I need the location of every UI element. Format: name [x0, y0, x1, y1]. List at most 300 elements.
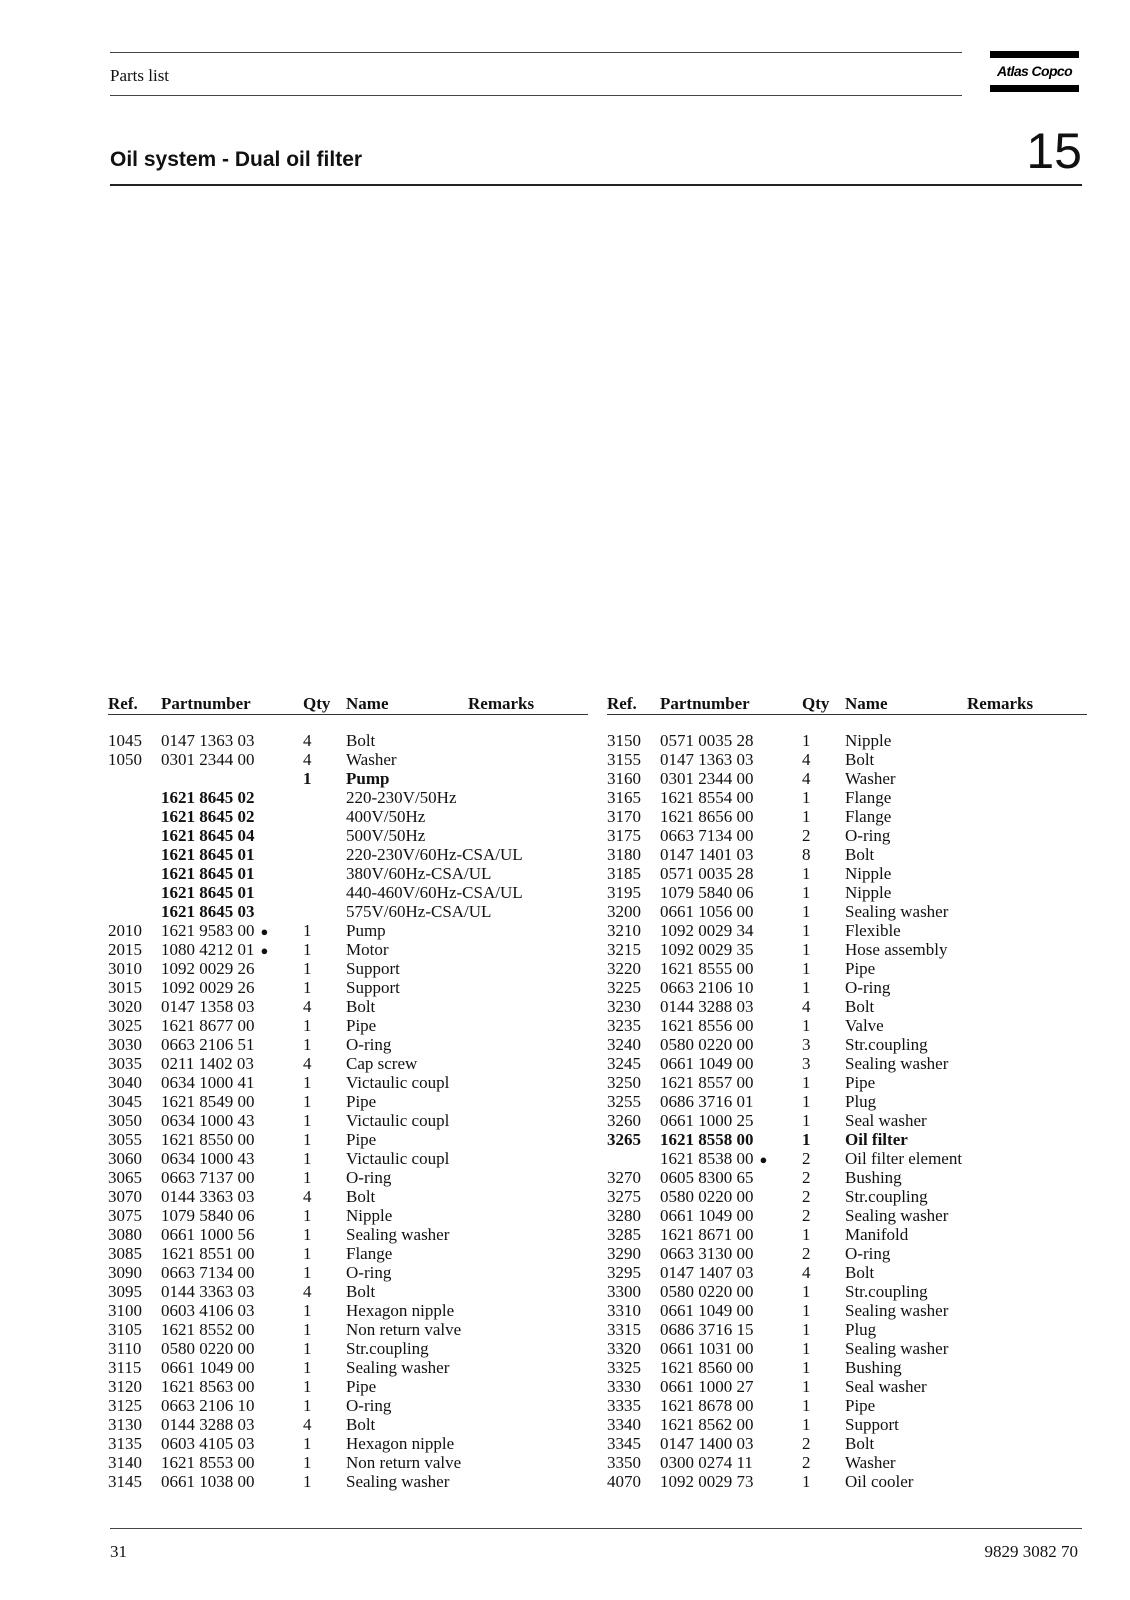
cell-name: [845, 1415, 899, 1434]
cell-ref-text: 3030: [108, 1035, 142, 1054]
cell-ref-text: 3200: [607, 902, 641, 921]
cell-ref-text: 3315: [607, 1320, 641, 1339]
cell-qty: [802, 769, 811, 788]
cell-ref-text: 3150: [607, 731, 641, 750]
table-row: [108, 845, 588, 864]
cell-qty-text: 1: [802, 921, 811, 940]
cell-name-text: Bolt: [346, 997, 376, 1016]
cell-ref-text: 1045: [108, 731, 142, 750]
cell-partnumber: [161, 1472, 255, 1491]
cell-qty-text: 1: [303, 1339, 312, 1358]
footer-rule: [110, 1528, 1082, 1529]
cell-partnumber-text: 0580 0220 00: [660, 1282, 754, 1301]
cell-name-text: Bolt: [346, 1282, 376, 1301]
cell-name-text: Plug: [845, 1320, 877, 1339]
cell-name: [845, 1054, 948, 1073]
cell-ref-text: 3135: [108, 1434, 142, 1453]
cell-name-text: O-ring: [346, 1168, 392, 1187]
cell-name-text: Victaulic coupl: [346, 1149, 450, 1168]
cell-name-text: Oil cooler: [845, 1472, 914, 1491]
table-row: [607, 902, 1087, 921]
cell-ref: [607, 864, 641, 883]
cell-name: [346, 1434, 454, 1453]
cell-partnumber: [161, 845, 255, 864]
table-row: [607, 1016, 1087, 1035]
cell-qty: [802, 978, 811, 997]
cell-partnumber: [660, 807, 754, 826]
cell-ref: [607, 1168, 641, 1187]
cell-name-text: Pump: [346, 769, 390, 788]
cell-name-text: Pipe: [845, 1073, 876, 1092]
cell-partnumber-text: 0603 4106 03: [161, 1301, 255, 1320]
cell-name: [845, 902, 948, 921]
cell-partnumber-text: 0686 3716 15: [660, 1320, 754, 1339]
cell-name-text: 220-230V/50Hz: [346, 788, 457, 807]
cell-ref-text: 3070: [108, 1187, 142, 1206]
cell-partnumber-text: 0580 0220 00: [161, 1339, 255, 1358]
table-row: [607, 1301, 1087, 1320]
cell-partnumber: [660, 959, 754, 978]
cell-partnumber-text: 1621 8551 00: [161, 1244, 255, 1263]
cell-name-text: Pipe: [346, 1130, 377, 1149]
cell-partnumber: [161, 1415, 255, 1434]
cell-qty-text: 1: [303, 1073, 312, 1092]
table-row: [108, 1206, 588, 1225]
cell-partnumber-text: 0661 1049 00: [660, 1206, 754, 1225]
cell-name: [845, 921, 901, 940]
cell-ref-text: 3080: [108, 1225, 142, 1244]
cell-partnumber-text: 0661 1049 00: [660, 1301, 754, 1320]
table-row: [607, 807, 1087, 826]
cell-ref-text: 3020: [108, 997, 142, 1016]
cell-partnumber-text: 0147 1363 03: [161, 731, 255, 750]
cell-qty-text: 1: [303, 1377, 312, 1396]
cell-partnumber: [161, 1054, 254, 1073]
cell-qty: [303, 1263, 312, 1282]
cell-qty-text: 2: [802, 1168, 811, 1187]
cell-ref-text: 3125: [108, 1396, 142, 1415]
table-row: [607, 1472, 1087, 1491]
cell-ref: [607, 1016, 641, 1035]
cell-name: [845, 1320, 876, 1339]
cell-qty: [303, 978, 312, 997]
cell-partnumber: [660, 1434, 754, 1453]
cell-partnumber-text: 1621 8549 00: [161, 1092, 255, 1111]
cell-name: [845, 1434, 874, 1453]
cell-name-text: Pump: [346, 921, 386, 940]
table-row: [108, 997, 588, 1016]
cell-name: [346, 1244, 392, 1263]
cell-name-text: Bolt: [346, 1415, 376, 1434]
cell-ref: [607, 1320, 641, 1339]
cell-ref: [108, 1111, 142, 1130]
cell-ref: [108, 1453, 142, 1472]
cell-ref: [607, 940, 641, 959]
page-title: Oil system - Dual oil filter: [110, 148, 363, 171]
table-row: [108, 1396, 588, 1415]
cell-qty-text: 1: [303, 978, 312, 997]
cell-ref-text: 3120: [108, 1377, 142, 1396]
cell-partnumber: [161, 1187, 255, 1206]
cell-qty-text: 2: [802, 1206, 811, 1225]
cell-partnumber: [660, 1111, 754, 1130]
table-body: [607, 731, 1087, 1491]
cell-qty-text: 1: [303, 1035, 312, 1054]
cell-name-text: Hexagon nipple: [346, 1434, 455, 1453]
cell-qty: [802, 1415, 811, 1434]
table-row: [607, 1377, 1087, 1396]
cell-name-text: 380V/60Hz-CSA/UL: [346, 864, 492, 883]
table-row: [607, 750, 1087, 769]
cell-qty: [802, 1168, 811, 1187]
table-row: [607, 1453, 1087, 1472]
cell-partnumber-text: 0663 2106 51: [161, 1035, 255, 1054]
cell-ref-text: 3065: [108, 1168, 142, 1187]
page-number: 31: [110, 1542, 127, 1561]
cell-partnumber: [161, 1168, 255, 1187]
cell-partnumber-text: 0300 0274 11: [660, 1453, 753, 1472]
table-row: [607, 826, 1087, 845]
cell-ref: [108, 1187, 142, 1206]
cell-name-text: Valve: [845, 1016, 884, 1035]
cell-qty: [303, 1111, 312, 1130]
cell-ref-text: 3075: [108, 1206, 142, 1225]
cell-qty: [303, 731, 312, 750]
cell-partnumber: [660, 788, 754, 807]
cell-ref: [108, 1054, 142, 1073]
cell-name: [845, 1035, 928, 1054]
cell-ref-text: 3245: [607, 1054, 641, 1073]
table-row: [108, 1377, 588, 1396]
table-row: [108, 731, 588, 750]
cell-qty: [303, 1453, 312, 1472]
cell-partnumber-text: 1621 8645 02: [161, 788, 255, 807]
table-row: [108, 921, 588, 940]
cell-name-text: Bolt: [845, 845, 875, 864]
cell-qty: [802, 883, 811, 902]
col-header-name: Name: [346, 694, 389, 713]
cell-qty-text: 1: [303, 1092, 312, 1111]
cell-partnumber-text: 1621 8563 00: [161, 1377, 255, 1396]
cell-ref-text: 3175: [607, 826, 641, 845]
cell-ref-text: 2010: [108, 921, 142, 940]
cell-name-text: Flange: [845, 788, 892, 807]
cell-qty: [303, 1035, 312, 1054]
cell-ref-text: 3290: [607, 1244, 641, 1263]
cell-qty: [303, 1415, 312, 1434]
cell-name: [845, 1377, 927, 1396]
table-row: [108, 826, 588, 845]
cell-partnumber-text: 1621 8557 00: [660, 1073, 754, 1092]
cell-name: [346, 1263, 391, 1282]
cell-qty-text: 1: [802, 1320, 811, 1339]
table-row: [607, 864, 1087, 883]
cell-name-text: Hexagon nipple: [346, 1301, 455, 1320]
cell-name-text: Flexible: [845, 921, 901, 940]
cell-qty: [802, 1225, 811, 1244]
cell-qty-text: 1: [303, 1111, 312, 1130]
cell-name: [845, 959, 875, 978]
cell-ref: [108, 731, 142, 750]
cell-name: [845, 997, 874, 1016]
cell-qty: [802, 845, 811, 864]
cell-ref-text: 3050: [108, 1111, 142, 1130]
cell-ref: [607, 978, 641, 997]
cell-ref-text: 3035: [108, 1054, 142, 1073]
cell-name: [845, 1225, 908, 1244]
section-label: Parts list: [110, 66, 170, 85]
cell-partnumber-text: 1621 8645 01: [161, 883, 255, 902]
cell-partnumber: [660, 1149, 767, 1169]
cell-ref: [607, 959, 641, 978]
cell-name: [845, 731, 891, 750]
cell-ref: [607, 750, 641, 769]
cell-ref-text: 3170: [607, 807, 641, 826]
cell-partnumber-text: 0661 1038 00: [161, 1472, 255, 1491]
cell-qty: [802, 1377, 811, 1396]
cell-name-text: Sealing washer: [845, 902, 949, 921]
table-row: [108, 1130, 588, 1149]
cell-partnumber: [660, 1073, 754, 1092]
col-header-ref: Ref.: [108, 694, 138, 713]
cell-name-text: Support: [346, 978, 400, 997]
cell-ref-text: 3225: [607, 978, 641, 997]
cell-ref: [607, 997, 641, 1016]
table-row: [607, 1396, 1087, 1415]
cell-name: [346, 750, 397, 769]
cell-partnumber-text: 0634 1000 43: [161, 1111, 255, 1130]
cell-qty-text: 1: [303, 921, 312, 940]
cell-partnumber: [660, 1301, 754, 1320]
cell-qty: [802, 1358, 811, 1377]
brand-logo: [990, 51, 1079, 93]
cell-name: [845, 1168, 902, 1187]
cell-partnumber: [660, 921, 754, 940]
table-row: [607, 845, 1087, 864]
table-row: [607, 940, 1087, 959]
cell-partnumber-text: 1092 0029 26: [161, 959, 255, 978]
cell-name: [346, 1339, 429, 1358]
service-kit-bullet-icon: ●: [260, 943, 269, 958]
cell-partnumber-text: 0661 1000 25: [660, 1111, 754, 1130]
table-header: [108, 692, 588, 715]
cell-partnumber: [660, 1377, 754, 1396]
cell-name-text: Bushing: [845, 1168, 902, 1187]
cell-name: [346, 978, 400, 997]
cell-qty-text: 1: [303, 1016, 312, 1035]
cell-qty: [802, 807, 811, 826]
cell-ref-text: 3155: [607, 750, 641, 769]
cell-partnumber-text: 0661 1000 56: [161, 1225, 255, 1244]
cell-partnumber-text: 1092 0029 34: [660, 921, 754, 940]
cell-name-text: Motor: [346, 940, 389, 959]
cell-partnumber-text: 0663 7134 00: [660, 826, 754, 845]
cell-partnumber-text: 0661 1056 00: [660, 902, 754, 921]
cell-name-text: Manifold: [845, 1225, 909, 1244]
logo-bottom-bar: [990, 85, 1079, 92]
cell-partnumber-text: 0147 1363 03: [660, 750, 754, 769]
parts-table-left: [108, 692, 588, 1491]
cell-ref-text: 3345: [607, 1434, 641, 1453]
cell-name: [845, 1301, 948, 1320]
cell-name-text: Cap screw: [346, 1054, 418, 1073]
cell-qty: [802, 1472, 811, 1491]
cell-qty: [303, 921, 312, 940]
table-row: [607, 1035, 1087, 1054]
cell-name-text: Str.coupling: [845, 1187, 928, 1206]
cell-partnumber: [161, 902, 255, 921]
cell-ref-text: 3325: [607, 1358, 641, 1377]
table-row: [607, 1130, 1087, 1149]
cell-ref-text: 3350: [607, 1453, 641, 1472]
cell-name-text: 575V/60Hz-CSA/UL: [346, 902, 492, 921]
cell-qty-text: 4: [802, 769, 811, 788]
cell-qty-text: 8: [802, 845, 811, 864]
cell-partnumber: [161, 864, 255, 883]
table-row: [108, 1282, 588, 1301]
cell-name: [346, 1472, 449, 1491]
table-row: [607, 788, 1087, 807]
cell-name: [346, 1358, 449, 1377]
cell-ref-text: 3215: [607, 940, 641, 959]
cell-name: [346, 864, 491, 883]
cell-ref: [607, 807, 641, 826]
cell-name-text: O-ring: [346, 1035, 392, 1054]
cell-qty: [802, 1035, 811, 1054]
cell-qty-text: 1: [303, 1168, 312, 1187]
cell-partnumber-text: 1621 8555 00: [660, 959, 754, 978]
cell-partnumber: [660, 1092, 754, 1111]
cell-qty-text: 1: [802, 1282, 811, 1301]
cell-partnumber-text: 1621 8645 04: [161, 826, 255, 845]
cell-qty-text: 1: [802, 1130, 811, 1149]
cell-qty-text: 1: [303, 1206, 312, 1225]
cell-partnumber-text: 0686 3716 01: [660, 1092, 754, 1111]
cell-name-text: Washer: [845, 769, 896, 788]
col-header-partnumber: Partnumber: [660, 694, 750, 713]
table-row: [607, 731, 1087, 750]
cell-qty-text: 2: [802, 1244, 811, 1263]
title-rule: [110, 184, 1082, 186]
cell-partnumber-text: 0634 1000 41: [161, 1073, 255, 1092]
cell-name: [845, 978, 890, 997]
cell-ref: [108, 1225, 142, 1244]
cell-partnumber-text: 0663 7137 00: [161, 1168, 255, 1187]
cell-qty: [802, 959, 811, 978]
cell-name-text: Seal washer: [845, 1111, 927, 1130]
cell-ref: [108, 1263, 142, 1282]
cell-qty-text: 1: [802, 864, 811, 883]
table-row: [108, 1472, 588, 1491]
cell-ref: [108, 1244, 142, 1263]
cell-name-text: Str.coupling: [845, 1035, 928, 1054]
cell-ref-text: 3140: [108, 1453, 142, 1472]
cell-qty: [802, 1339, 811, 1358]
table-row: [607, 1434, 1087, 1453]
cell-qty-text: 1: [802, 1016, 811, 1035]
cell-qty: [802, 1320, 811, 1339]
cell-partnumber-text: 1621 8645 02: [161, 807, 255, 826]
table-row: [108, 1263, 588, 1282]
cell-ref-text: 3010: [108, 959, 142, 978]
cell-name-text: Hose assembly: [845, 940, 948, 959]
cell-ref: [607, 1377, 641, 1396]
cell-partnumber-text: 1621 8562 00: [660, 1415, 754, 1434]
cell-ref: [607, 826, 641, 845]
cell-ref: [108, 750, 142, 769]
cell-name-text: Str.coupling: [845, 1282, 928, 1301]
cell-partnumber-text: 1621 8645 01: [161, 845, 255, 864]
cell-qty-text: 1: [303, 940, 312, 959]
cell-qty: [303, 1339, 312, 1358]
cell-qty-text: 1: [802, 978, 811, 997]
cell-qty-text: 2: [802, 1187, 811, 1206]
cell-name-text: Victaulic coupl: [346, 1073, 450, 1092]
cell-partnumber-text: 0147 1358 03: [161, 997, 255, 1016]
cell-ref: [607, 1244, 641, 1263]
cell-name: [346, 731, 375, 750]
table-row: [108, 1320, 588, 1339]
table-row: [108, 1073, 588, 1092]
table-row: [108, 864, 588, 883]
table-row: [607, 1092, 1087, 1111]
table-row: [108, 1035, 588, 1054]
cell-ref: [607, 769, 641, 788]
cell-partnumber: [161, 1358, 255, 1377]
cell-ref: [108, 1339, 141, 1358]
cell-name-text: Pipe: [845, 959, 876, 978]
cell-partnumber-text: 1621 8656 00: [660, 807, 754, 826]
cell-partnumber: [161, 921, 268, 941]
cell-ref-text: 3270: [607, 1168, 641, 1187]
cell-ref-text: 3115: [108, 1358, 142, 1377]
cell-name-text: Str.coupling: [346, 1339, 429, 1358]
cell-partnumber: [660, 826, 754, 845]
cell-name: [845, 1339, 948, 1358]
cell-qty-text: 1: [303, 1244, 312, 1263]
cell-qty: [802, 750, 811, 769]
cell-ref: [108, 1434, 142, 1453]
table-row: [607, 1320, 1087, 1339]
table-row: [108, 883, 588, 902]
cell-partnumber-text: 1621 8552 00: [161, 1320, 255, 1339]
cell-name-text: Washer: [845, 1453, 896, 1472]
cell-partnumber-text: 0663 2106 10: [161, 1396, 255, 1415]
cell-ref: [607, 1434, 641, 1453]
cell-partnumber: [660, 1472, 754, 1491]
cell-partnumber-text: 0144 3363 03: [161, 1187, 255, 1206]
cell-name: [845, 1244, 890, 1263]
cell-partnumber: [660, 1263, 754, 1282]
cell-partnumber-text: 0580 0220 00: [660, 1187, 754, 1206]
cell-partnumber: [660, 731, 754, 750]
table-row: [108, 1149, 588, 1168]
logo-top-bar: [990, 51, 1079, 58]
cell-name: [346, 1149, 449, 1168]
cell-partnumber-text: 0144 3288 03: [161, 1415, 255, 1434]
cell-name-text: O-ring: [845, 826, 891, 845]
cell-qty-text: 4: [802, 1263, 811, 1282]
cell-partnumber: [161, 1377, 255, 1396]
cell-partnumber-text: 0144 3288 03: [660, 997, 754, 1016]
cell-qty-text: 2: [802, 1434, 811, 1453]
cell-name: [346, 940, 389, 959]
cell-qty: [802, 1016, 811, 1035]
col-header-qty: Qty: [802, 694, 830, 713]
cell-partnumber: [161, 1130, 255, 1149]
cell-partnumber: [660, 978, 754, 997]
cell-ref: [607, 1130, 641, 1149]
